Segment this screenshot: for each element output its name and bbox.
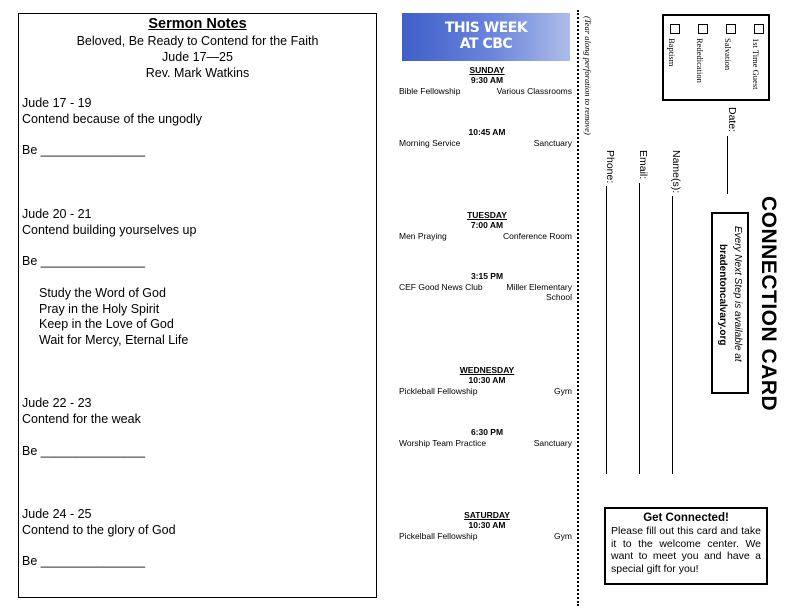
date-field[interactable] xyxy=(727,136,728,194)
sub-point: Pray in the Holy Spirit xyxy=(39,302,160,316)
event-location: Gym xyxy=(554,531,572,541)
event-name: Pickelball Fellowship xyxy=(399,531,478,541)
event-name: Men Praying xyxy=(399,231,447,241)
event-time: 10:30 AM xyxy=(468,375,506,385)
get-connected-title: Get Connected! xyxy=(643,512,729,524)
connection-card-title: CONNECTION CARD xyxy=(757,196,780,412)
event-name: Bible Fellowship xyxy=(399,86,461,96)
section-blank[interactable]: Be _______________ xyxy=(22,444,146,458)
section-blank[interactable]: Be _______________ xyxy=(22,254,146,268)
event-location: Sanctuary xyxy=(533,438,572,448)
event-location: Various Classrooms xyxy=(496,86,572,96)
rededication-checkbox[interactable] xyxy=(698,24,708,34)
email-field[interactable] xyxy=(639,183,640,474)
event-location: Miller Elementary School xyxy=(506,282,572,302)
checkbox-panel xyxy=(662,14,770,101)
banner-line-1: THIS WEEK xyxy=(444,20,528,36)
section-ref: Jude 20 - 21 xyxy=(22,207,92,221)
phone-label: Phone: xyxy=(604,150,616,184)
next-step-box xyxy=(711,212,749,394)
event-time: 7:00 AM xyxy=(470,220,504,230)
sub-point: Study the Word of God xyxy=(39,286,166,300)
checkbox-label: Rededication xyxy=(695,38,705,83)
get-connected-box xyxy=(604,507,768,585)
name-label: Name(s): xyxy=(670,150,682,194)
section-point: Contend building yourselves up xyxy=(22,223,197,237)
section-point: Contend because of the ungodly xyxy=(22,112,202,126)
event-location: Sanctuary xyxy=(533,138,572,148)
baptism-checkbox[interactable] xyxy=(670,24,680,34)
sermon-speaker: Rev. Mark Watkins xyxy=(145,66,250,80)
sermon-notes-title: Sermon Notes xyxy=(148,16,247,32)
section-point: Contend for the weak xyxy=(22,412,141,426)
sermon-notes-panel xyxy=(18,13,377,598)
sub-point: Wait for Mercy, Eternal Life xyxy=(39,333,189,347)
section-blank[interactable]: Be _______________ xyxy=(22,143,146,157)
name-field[interactable] xyxy=(672,196,673,474)
event-name: CEF Good News Club xyxy=(399,282,483,292)
checkbox-label: 1st Time Guest xyxy=(751,38,761,90)
day-heading-sunday: SUNDAY xyxy=(469,65,505,75)
salvation-checkbox[interactable] xyxy=(726,24,736,34)
event-name: Morning Service xyxy=(399,138,461,148)
sermon-passage: Jude 17—25 xyxy=(162,50,233,64)
section-ref: Jude 17 - 19 xyxy=(22,96,92,110)
section-point: Contend to the glory of God xyxy=(22,523,176,537)
day-heading-wednesday: WEDNESDAY xyxy=(459,365,515,375)
banner-line-2: AT CBC xyxy=(459,36,513,52)
event-time: 6:30 PM xyxy=(470,427,504,437)
tear-note: (Tear along perforation to remove) xyxy=(583,16,593,135)
checkbox-label: Salvation xyxy=(723,38,733,71)
perforation-line xyxy=(577,10,579,606)
section-ref: Jude 22 - 23 xyxy=(22,396,92,410)
event-time: 3:15 PM xyxy=(470,271,504,281)
day-heading-tuesday: TUESDAY xyxy=(467,210,507,220)
event-time: 10:45 AM xyxy=(468,127,506,137)
website-url[interactable]: bradentoncalvary.org xyxy=(717,244,728,346)
first-time-guest-checkbox[interactable] xyxy=(754,24,764,34)
event-location: Gym xyxy=(554,386,572,396)
event-time: 9:30 AM xyxy=(470,75,504,85)
sub-point: Keep in the Love of God xyxy=(39,317,174,331)
event-name: Pickleball Fellowship xyxy=(399,386,478,396)
event-name: Worship Team Practice xyxy=(399,438,487,448)
this-week-banner xyxy=(402,13,570,61)
section-blank[interactable]: Be _______________ xyxy=(22,554,146,568)
sermon-subtitle: Beloved, Be Ready to Contend for the Faith xyxy=(76,34,319,48)
checkbox-label: Baptism xyxy=(667,38,677,67)
section-ref: Jude 24 - 25 xyxy=(22,507,92,521)
event-location: Conference Room xyxy=(503,231,572,241)
next-step-text: Every Next Step is available at xyxy=(732,226,743,362)
day-heading-saturday: SATURDAY xyxy=(464,510,510,520)
event-time: 10:30 AM xyxy=(468,520,506,530)
date-label: Date: xyxy=(726,107,738,133)
get-connected-body: Please fill out this card and take it to the welcome center. We want to meet you and have a special gift for you! xyxy=(611,525,761,575)
phone-field[interactable] xyxy=(606,186,607,474)
email-label: Email: xyxy=(637,150,649,180)
